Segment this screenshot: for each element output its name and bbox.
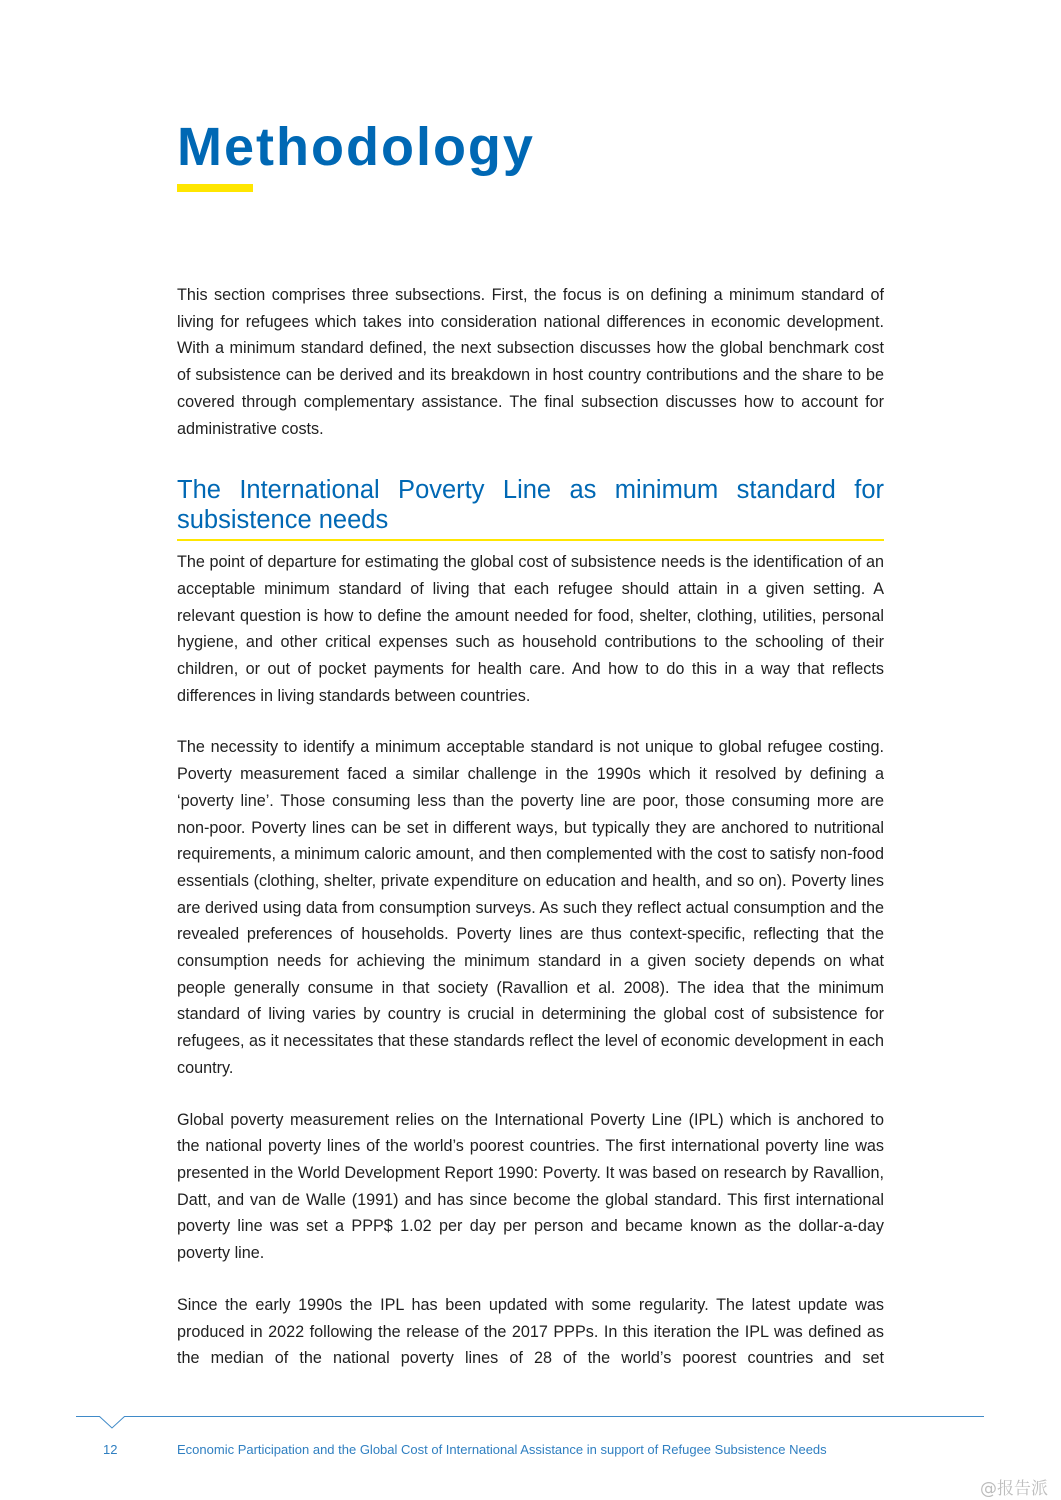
body-paragraph: Global poverty measurement relies on the International Poverty Line (IPL) which is anchored to the national poverty lines of the world’s poorest countries. The first international poverty line was presented in the World Development Report 1990: Poverty. It was based on research by Ravallion, Datt, and van de Walle (1991) and has since become the global standard. This first international poverty line was set a PPP$ 1.02 per day per person and became known as the dollar-a-day poverty line. [177, 1110, 884, 1263]
intro-paragraph: This section comprises three subsections. First, the focus is on defining a minimum standard of living for refugees which takes into consideration national differences in economic development. With a minimum standard defined, the next subsection discusses how the global benchmark cost of subsistence can be derived and its breakdown in host country contributions and the share to be covered through complementary assistance. The final subsection discusses how to account for administrative costs. [177, 286, 884, 438]
page-title: Methodology [177, 117, 535, 177]
body-paragraph: The necessity to identify a minimum acceptable standard is not unique to global refugee costing. Poverty measurement faced a similar challenge in the 1990s which it resolved by defining a ‘poverty line’. Those consuming less than the poverty line are poor, those consuming more are non-poor. Poverty lines can be set in different ways, but typically they are anchored to nutritional requirements, a minimum caloric amount, and then complemented with the cost to satisfy non-food essentials (clothing, shelter, private expenditure on education and health, and so on). Poverty lines are derived using data from consumption surveys. As such they reflect actual consumption and the revealed preferences of households. Poverty lines are thus context-specific, reflecting that the consumption needs for achieving the minimum standard in a given society depends on what people generally consume in that society (Ravallion et al. 2008). The idea that the minimum standard of living varies by country is crucial in determining the global cost of subsistence for refugees, as it necessitates that these standards reflect the level of economic development in each country. [177, 738, 884, 1077]
chevron-down-icon [98, 1416, 126, 1430]
title-underline [177, 184, 253, 192]
section-heading: The International Poverty Line as minimum standard for subsistence needs [177, 476, 884, 535]
page-content [177, 282, 884, 1397]
running-title: Economic Participation and the Global Cost of International Assistance in support of Refugee Subsistence Needs [177, 1442, 827, 1457]
section-divider [177, 539, 884, 541]
footer-divider [76, 1416, 984, 1417]
watermark: @报告派 [980, 1479, 1048, 1499]
body-paragraph: Since the early 1990s the IPL has been updated with some regularity. The latest update was produced in 2022 following the release of the 2017 PPPs. In this iteration the IPL was defined as the median of the national poverty lines of 28 of the world’s poorest countries and set [177, 1295, 884, 1368]
body-paragraph: The point of departure for estimating the global cost of subsistence needs is the identification of an acceptable minimum standard of living that each refugee should attain in a given setting. A relevant question is how to define the amount needed for food, shelter, clothing, utilities, personal hygiene, and other critical expenses such as household contributions to the schooling of their children, or out of pocket payments for health care. And how to do this in a way that reflects differences in living standards between countries. [177, 553, 884, 705]
page-number: 12 [103, 1442, 118, 1457]
